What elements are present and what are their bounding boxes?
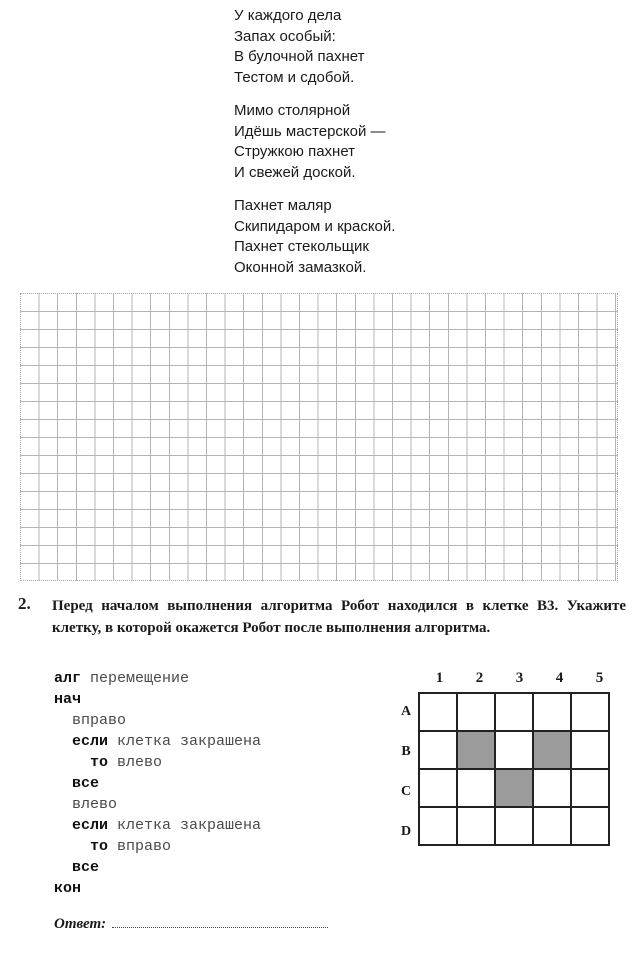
answer-label: Ответ: — [54, 916, 107, 932]
row-label: C — [400, 784, 412, 799]
answer-grid-area — [20, 293, 618, 581]
column-label: 1 — [435, 670, 444, 686]
task-text: Перед началом выполнения алгоритма Робот находился в клетке B3. Укажите клетку, в которой окажется Робот после выполнения алгоритма. — [52, 598, 626, 636]
grid-cell — [572, 694, 610, 732]
poem-stanza — [234, 6, 395, 88]
poem-line: Пахнет маляр — [234, 197, 332, 214]
grid-cell — [534, 694, 572, 732]
grid-cell — [572, 732, 610, 770]
poem-line: Мимо столярной — [234, 102, 351, 119]
code-line — [54, 815, 261, 836]
column-label: 2 — [475, 670, 484, 686]
code-keyword: то — [54, 838, 109, 855]
row-label: D — [400, 824, 412, 839]
grid-cell — [458, 694, 496, 732]
code-text: влево — [54, 796, 118, 813]
grid-cell — [534, 770, 572, 808]
grid-cell — [420, 808, 458, 846]
row-label: B — [401, 744, 411, 759]
answer-line — [54, 915, 328, 933]
grid-cell — [496, 770, 534, 808]
algorithm-listing — [54, 668, 261, 899]
poem-line: У каждого дела — [234, 7, 342, 24]
robot-grid — [418, 692, 610, 846]
code-keyword: кон — [54, 880, 82, 897]
poem-line: Запах особый: — [234, 27, 336, 45]
code-text: перемещение — [81, 670, 190, 687]
code-line — [54, 731, 261, 752]
poem-line: И свежей доской. — [234, 163, 356, 181]
grid-cell — [534, 808, 572, 846]
code-keyword: то — [54, 754, 109, 771]
grid-cell — [496, 732, 534, 770]
poem-line: Идёшь мастерской — — [234, 122, 386, 140]
grid-cell — [458, 732, 496, 770]
poem-line: Оконной замазкой. — [234, 258, 367, 276]
code-keyword: если — [54, 817, 109, 834]
poem-line: Тестом и сдобой. — [234, 68, 355, 86]
grid-cell — [534, 732, 572, 770]
code-keyword: если — [54, 733, 109, 750]
code-line — [54, 878, 261, 899]
code-text: клетка закрашена — [108, 733, 262, 750]
code-line — [54, 689, 261, 710]
code-text: вправо — [54, 712, 127, 729]
row-label: A — [400, 704, 412, 719]
column-labels — [418, 670, 613, 690]
code-line — [54, 668, 261, 689]
code-line — [54, 752, 261, 773]
code-keyword: все — [54, 859, 100, 876]
code-line — [54, 773, 261, 794]
code-text: вправо — [108, 838, 172, 855]
column-label: 5 — [595, 670, 604, 686]
code-line — [54, 857, 261, 878]
grid-cell — [572, 770, 610, 808]
column-label: 4 — [555, 670, 564, 686]
poem-line: Стружкою пахнет — [234, 143, 356, 160]
grid-cell — [496, 808, 534, 846]
code-line — [54, 794, 261, 815]
code-line — [54, 836, 261, 857]
code-text: влево — [108, 754, 163, 771]
code-keyword: все — [54, 775, 100, 792]
grid-cell — [572, 808, 610, 846]
grid-cell — [420, 732, 458, 770]
poem-stanza — [234, 196, 395, 278]
grid-cell — [420, 770, 458, 808]
task-number: 2. — [18, 594, 31, 613]
code-text: клетка закрашена — [108, 817, 262, 834]
poem-line: Пахнет стекольщик — [234, 238, 369, 255]
code-line — [54, 710, 261, 731]
grid-cell — [458, 770, 496, 808]
poem-line: В булочной пахнет — [234, 48, 365, 65]
grid-cell — [496, 694, 534, 732]
answer-input[interactable] — [112, 915, 328, 928]
grid-cell — [458, 808, 496, 846]
code-keyword: нач — [54, 691, 82, 708]
grid-cell — [420, 694, 458, 732]
code-keyword: алг — [54, 670, 82, 687]
column-label: 3 — [515, 670, 524, 686]
poem — [234, 6, 395, 291]
poem-stanza — [234, 101, 395, 183]
poem-line: Скипидаром и краской. — [234, 217, 396, 235]
